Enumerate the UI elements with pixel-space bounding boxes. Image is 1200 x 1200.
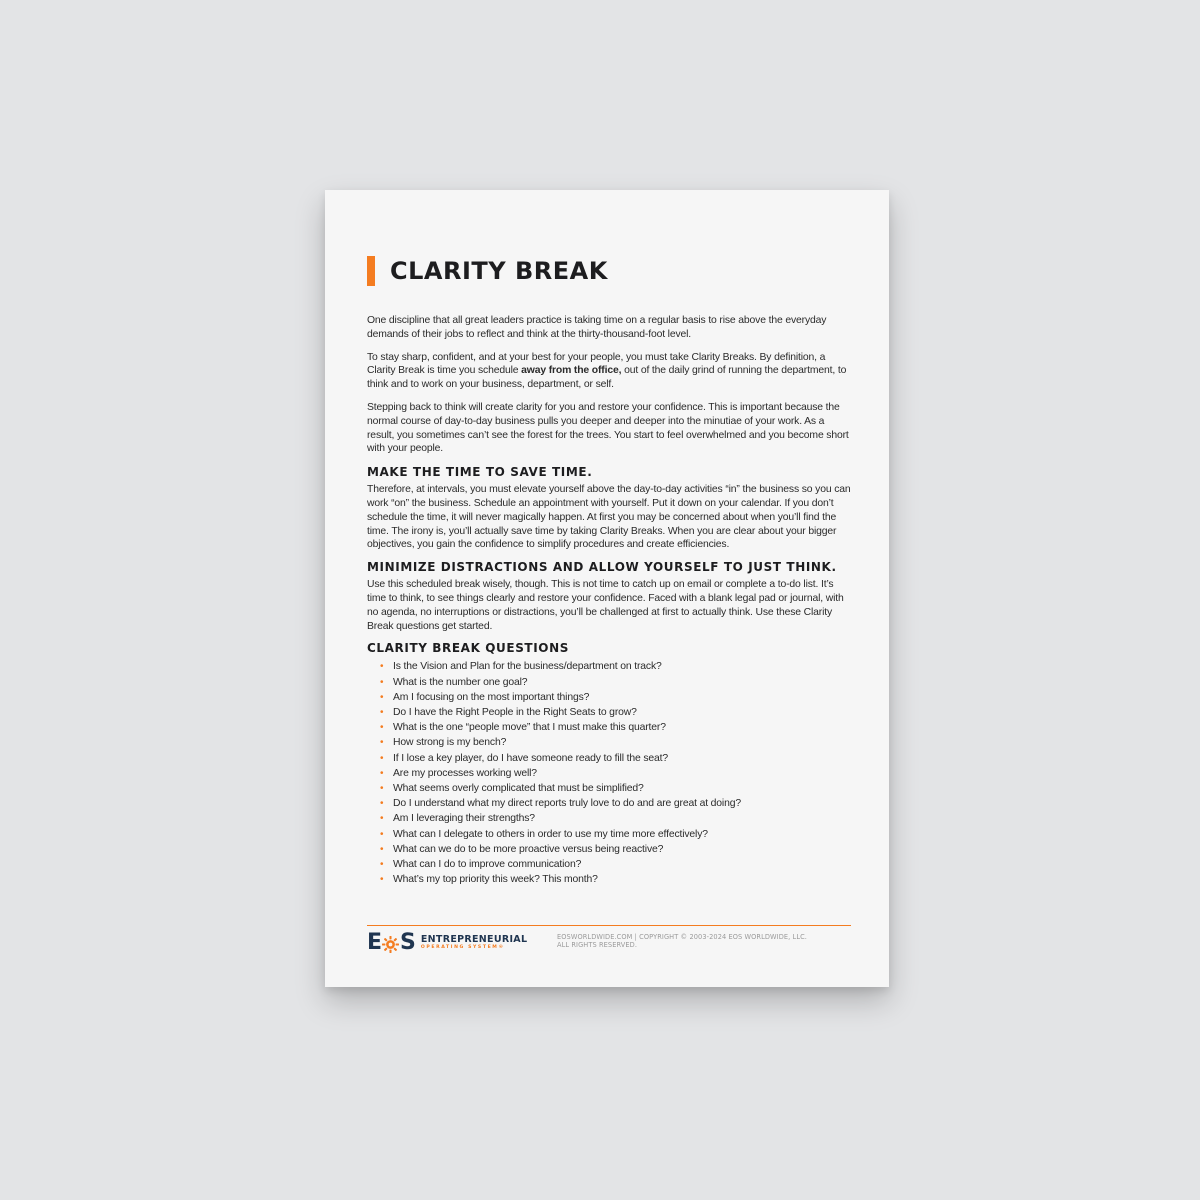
list-item [380,690,853,705]
question-text: What seems overly complicated that must be simplified? [393,782,644,794]
orange-bullet-icon: • [380,706,384,718]
intro-paragraph-3: Stepping back to think will create clarity for you and restore your confidence. This is important because the normal course of day-to-day business pulls you deeper and deeper into the minutiae of your work. As a result, you sometimes can’t see the forest for the trees. You start to feel overwhelmed and you become short with your people. [367,401,849,455]
question-text: Are my processes working well? [393,767,537,779]
orange-bullet-icon: • [380,858,384,870]
orange-bullet-icon: • [380,691,384,703]
logo-letter-s: S [400,930,415,955]
list-item [380,720,853,735]
list-item [380,857,853,872]
list-item [380,766,853,781]
questions-list [367,659,853,887]
orange-bullet-icon: • [380,752,384,764]
question-text: Am I leveraging their strengths? [393,813,535,825]
logo-wordmark [421,934,527,951]
question-text: Is the Vision and Plan for the business/department on track? [393,661,662,673]
intro-paragraph-2-bold: away from the office, [521,365,622,377]
question-text: If I lose a key player, do I have someone ready to fill the seat? [393,752,669,764]
question-text: Do I have the Right People in the Right Seats to grow? [393,706,637,718]
logo-line-1: ENTREPRENEURIAL [420,934,528,945]
question-text: Am I focusing on the most important things? [393,691,590,703]
list-item [380,675,853,690]
orange-bullet-icon: • [380,737,384,749]
section-heading-questions: CLARITY BREAK QUESTIONS [367,641,569,656]
intro-paragraph-2-end: out of the daily grind of running the department, to think and to work on your business, department, or self. [367,365,847,391]
title-row [367,256,608,286]
logo-letter-e: E [367,930,382,955]
question-text: What can I do to improve communication? [393,858,582,870]
logo-mark [367,930,415,955]
question-text: What’s my top priority this week? This month? [393,874,598,886]
section-text-save-time: Therefore, at intervals, you must elevate yourself above the day-to-day activities “in” the business so you can work “on” the business. Schedule an appointment with yourself. Put it down on your calendar. If you don’t schedule the time, it will never magically happen. At first you may be concerned about when you’ll find the time. The irony is, you’ll actually save time by taking Clarity Breaks. When you are clear about your bigger objectives, you gain the confidence to simplify procedures and create efficiencies. [367,484,851,551]
list-item [380,781,853,796]
list-item [380,811,853,826]
question-text: What can I delegate to others in order to use my time more effectively? [393,828,708,840]
intro-paragraph-2-start: To stay sharp, confident, and at your best for your people, you must take Clarity Breaks. By definition, a Clarity Break is time you schedule [367,351,826,377]
list-item [380,735,853,750]
intro-paragraph-1: One discipline that all great leaders practice is taking time on a regular basis to rise above the everyday demands of their jobs to reflect and think at the thirty-thousand-foot level. [367,315,827,340]
question-text: What is the one “people move” that I must make this quarter? [393,722,666,734]
orange-bullet-icon: • [380,843,384,855]
list-item [380,796,853,811]
question-text: What is the number one goal? [393,676,528,688]
list-item [380,659,853,674]
question-text: How strong is my bench? [393,737,507,749]
section-heading-minimize-distractions: MINIMIZE DISTRACTIONS AND ALLOW YOURSELF TO JUST THINK. [367,560,837,575]
question-text: Do I understand what my direct reports truly love to do and are great at doing? [393,798,741,810]
list-item [380,842,853,857]
orange-bullet-icon: • [380,722,384,734]
orange-bullet-icon: • [380,661,384,673]
document-body [367,314,853,887]
orange-bullet-icon: • [380,767,384,779]
sun-gear-icon [382,934,399,951]
orange-bullet-icon: • [380,782,384,794]
section-text-minimize-distractions: Use this scheduled break wisely, though. This is not time to catch up on email or complete a to-do list. It’s time to think, to see things clearly and restore your confidence. Faced with a blank legal pad or journal, with no agenda, no interruptions or distractions, you’ll be challenged at first to actually think. Use these Clarity Break questions get started. [367,579,844,632]
copyright-line-2: ALL RIGHTS RESERVED. [557,941,638,949]
section-heading-save-time: MAKE THE TIME TO SAVE TIME. [367,465,593,480]
intro-paragraph-2 [367,351,853,392]
orange-bullet-icon: • [380,798,384,810]
copyright-line-1: EOSWORLDWIDE.COM | COPYRIGHT © 2003-2024 EOS WORLDWIDE, LLC. [557,933,808,941]
footer [367,925,851,955]
orange-bullet-icon: • [380,828,384,840]
list-item [380,751,853,766]
eos-logo [367,930,527,955]
list-item [380,705,853,720]
logo-line-2: OPERATING SYSTEM® [420,945,505,950]
question-text: What can we do to be more proactive versus being reactive? [393,843,664,855]
list-item [380,827,853,842]
title-accent-bar [367,256,375,286]
copyright-notice [557,933,857,949]
list-item [380,872,853,887]
page-title: CLARITY BREAK [390,257,608,285]
orange-bullet-icon: • [380,874,384,886]
document-page [325,190,889,987]
orange-bullet-icon: • [380,676,384,688]
orange-bullet-icon: • [380,813,384,825]
